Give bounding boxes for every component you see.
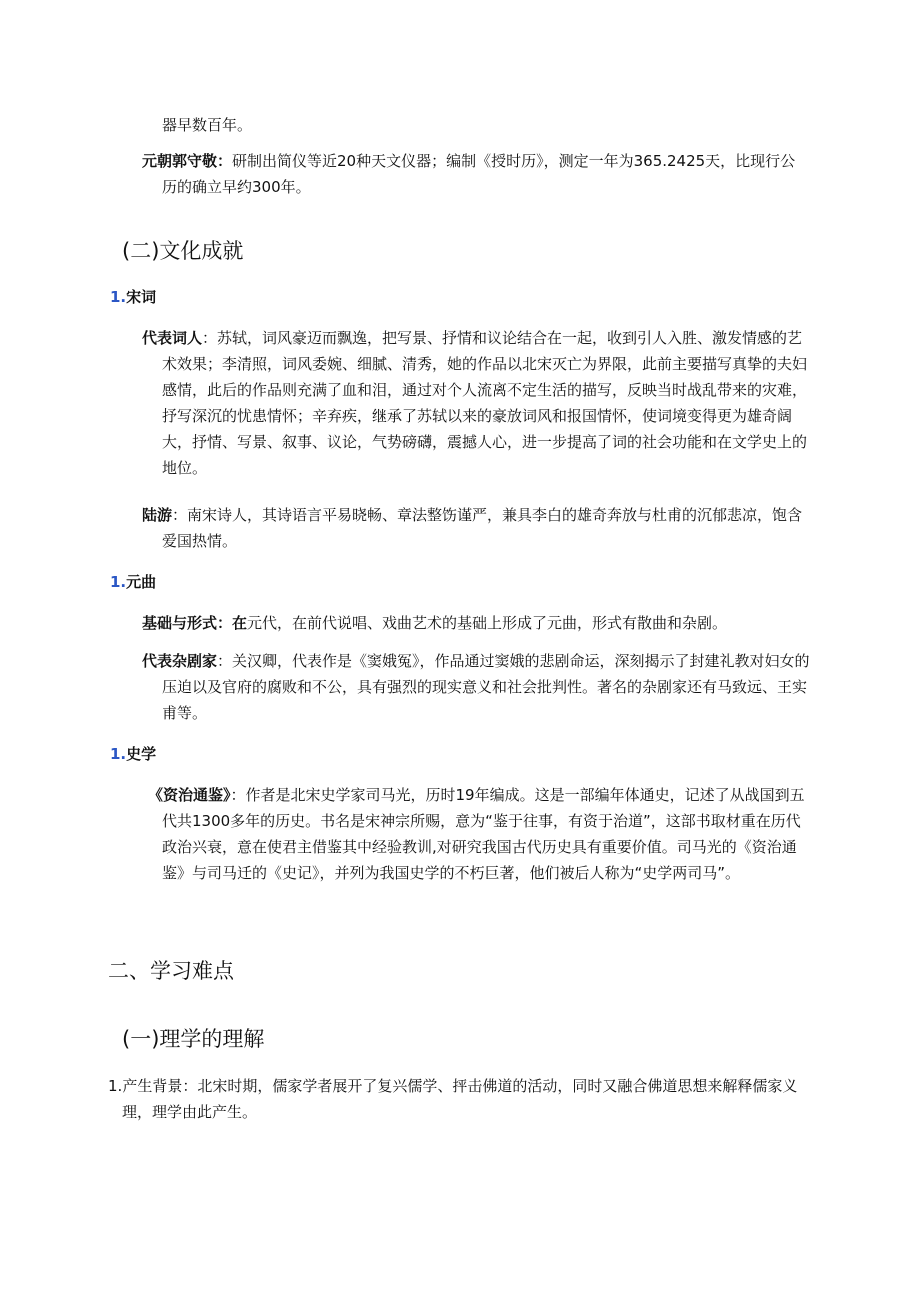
luyou-label: 陆游: [142, 506, 173, 524]
rep-label: 代表词人: [142, 329, 203, 347]
yuan-qu-playwrights-paragraph: [142, 648, 814, 726]
zizhi-tongjian-paragraph: [148, 782, 814, 886]
subheading-song-ci: [110, 285, 156, 309]
yuan-guo-shoujing-paragraph: [142, 148, 802, 200]
section-heading-culture: (二)文化成就: [122, 239, 244, 263]
subheading-shi-xue: [110, 742, 156, 766]
yuan-qu-basis-paragraph: [142, 610, 814, 636]
subheading-title: 宋词: [126, 288, 157, 306]
song-ci-representatives-paragraph: [142, 325, 814, 481]
playwright-text: ：关汉卿，代表作是《窦娥冤》，作品通过窦娥的悲剧命运，深刻揭示了封建礼教对妇女的压迫以及官府的腐败和不公，具有强烈的现实意义和社会批判性。著名的杂剧家还有马致远、王实甫等。: [162, 652, 810, 722]
list-number: 1.: [108, 1077, 123, 1095]
list-number: 1.: [110, 288, 127, 306]
zizhi-text: ：作者是北宋史学家司马光，历时19年编成。这是一部编年体通史，记述了从战国到五代共1300多年的历史。书名是宋神宗所赐，意为“鉴于往事，有资于治道”，这部书取材重在历代政治兴衰，意在使君主借鉴其中经验教训,对研究我国古代历史具有重要价值。司马光的《资治通鉴》与司马迁的《史记》，并列为我国史学的不朽巨著，他们被后人称为“史学两司马”。: [162, 786, 805, 882]
list-number: 1.: [110, 745, 127, 763]
rep-text: ：苏轼，词风豪迈而飘逸，把写景、抒情和议论结合在一起，收到引人入胜、激发情感的艺术效果；李清照，词风委婉、细腻、清秀，她的作品以北宋灭亡为界限，此前主要描写真挚的夫妇感情，此后的作品则充满了血和泪，通过对个人流离不定生活的描写，反映当时战乱带来的灾难，抒写深沉的忧患情怀；辛弃疾，继承了苏轼以来的豪放词风和报国情怀，使词境变得更为雄奇阔大，抒情、写景、叙事、议论，气势磅礴，震撼人心，进一步提高了词的社会功能和在文学史上的地位。: [162, 329, 808, 477]
basis-text: 元代，在前代说唱、戏曲艺术的基础上形成了元曲，形式有散曲和杂剧。: [247, 614, 728, 632]
section-heading-lixue: (一)理学的理解: [122, 1027, 265, 1051]
yuan-guo-text: 研制出简仪等近20种天文仪器；编制《授时历》，测定一年为365.2425天，比现行公历的确立早约300年。: [162, 152, 796, 196]
lixue-background-item: [108, 1073, 814, 1125]
lu-you-paragraph: [142, 502, 814, 554]
list-number: 1.: [110, 573, 127, 591]
zizhi-label: 《资治通鉴》: [148, 786, 231, 804]
section-heading-difficulty: 二、学习难点: [108, 959, 234, 983]
subheading-title: 史学: [126, 745, 157, 763]
lixue-text: 产生背景：北宋时期，儒家学者展开了复兴儒学、抨击佛道的活动，同时又融合佛道思想来解释儒家义理，理学由此产生。: [122, 1077, 798, 1121]
yuan-guo-label: 元朝郭守敬：: [142, 152, 233, 170]
continued-text: 器早数百年。: [162, 116, 253, 134]
basis-label: 基础与形式：在: [142, 614, 248, 632]
subheading-yuan-qu: [110, 570, 156, 594]
luyou-text: ：南宋诗人，其诗语言平易晓畅、章法整饬谨严，兼具李白的雄奇奔放与杜甫的沉郁悲凉，饱含爱国热情。: [162, 506, 803, 550]
subheading-title: 元曲: [126, 573, 157, 591]
playwright-label: 代表杂剧家: [142, 652, 218, 670]
